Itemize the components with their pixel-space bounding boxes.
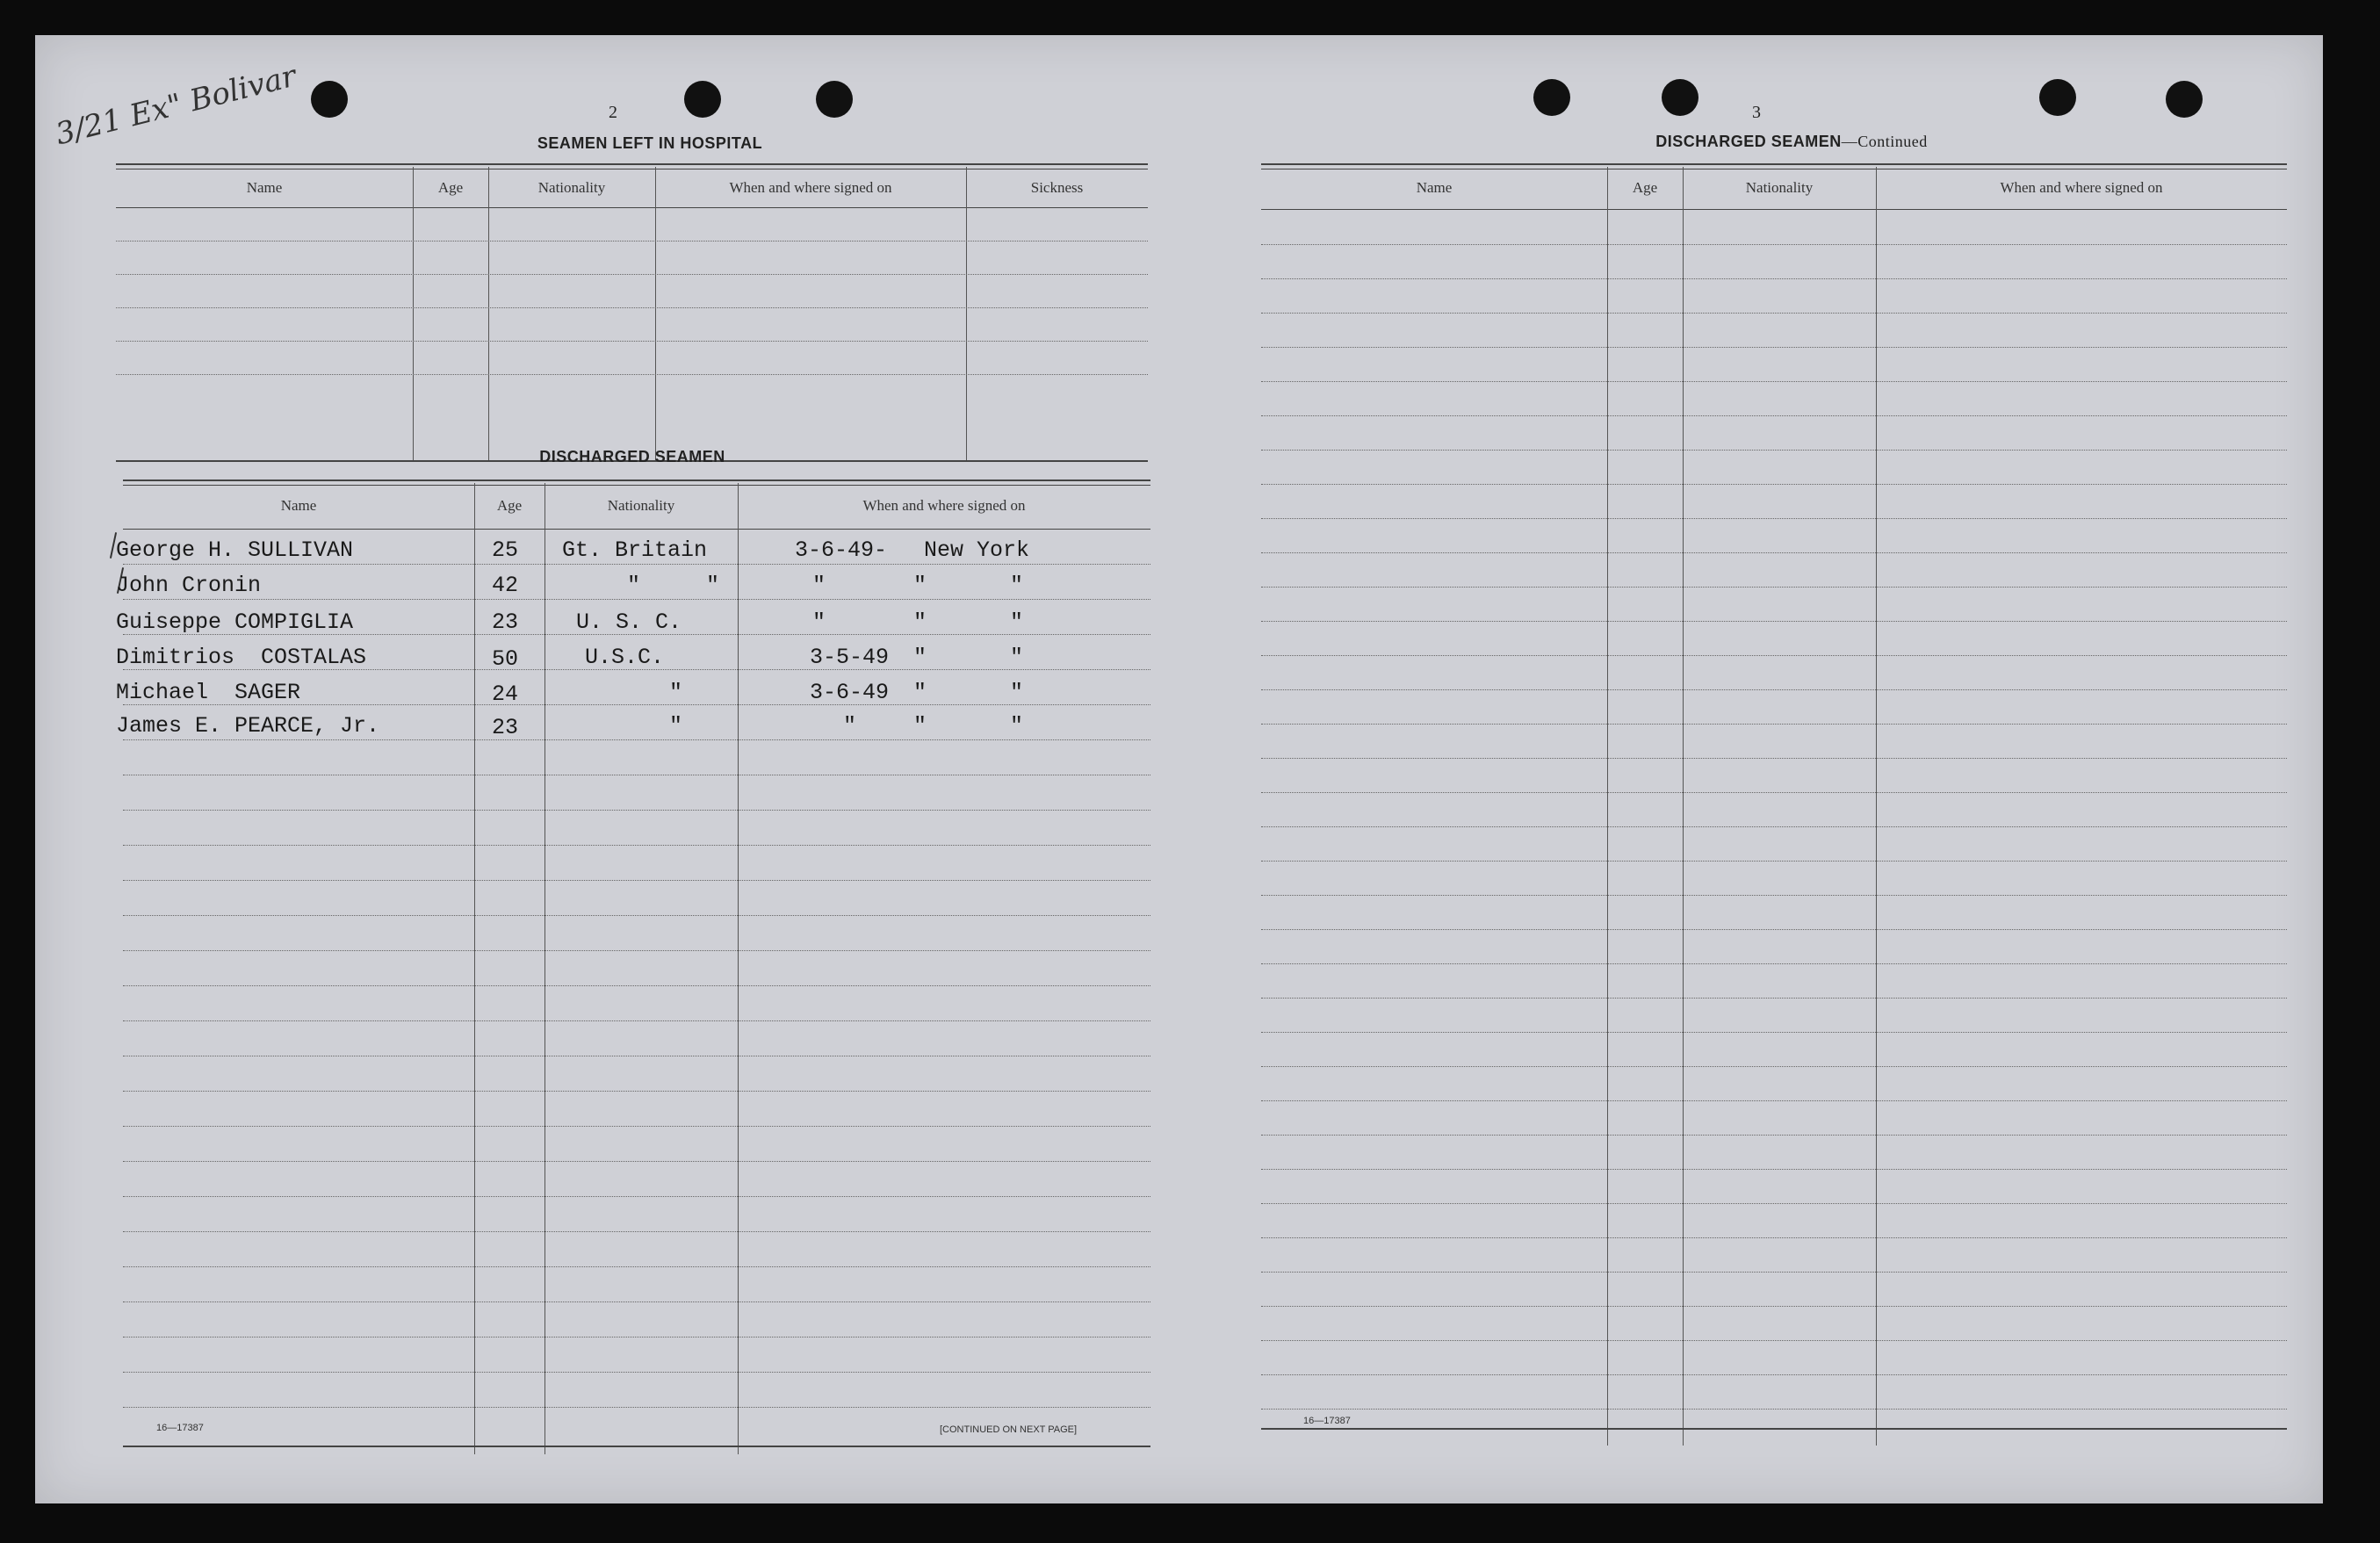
discharged-continued-title-text: DISCHARGED SEAMEN xyxy=(1655,133,1842,150)
hospital-header-nationality: Nationality xyxy=(537,179,606,196)
seaman-age: 23 xyxy=(492,609,519,635)
discharged-header-age: Age xyxy=(496,497,523,514)
signed-on-date: " xyxy=(843,713,857,739)
left-form-number: 16—17387 xyxy=(156,1423,204,1433)
seaman-nationality: Gt. Britain xyxy=(562,537,708,563)
punch-hole xyxy=(311,81,348,118)
seaman-name: George H. SULLIVAN xyxy=(116,537,354,563)
seaman-nationality: U.S.C. xyxy=(585,645,665,670)
seaman-nationality: U. S. C. xyxy=(576,609,682,635)
seaman-name: Michael SAGER xyxy=(116,680,301,705)
signed-on-date: 3-6-49 xyxy=(810,680,890,705)
right-page-number: 3 xyxy=(1752,103,1761,122)
seaman-age: 42 xyxy=(492,573,519,598)
signed-on-ditto: " xyxy=(1010,573,1024,598)
hospital-header-age: Age xyxy=(437,179,464,196)
continued-note: [CONTINUED ON NEXT PAGE] xyxy=(940,1424,1078,1435)
discharged-section-title: DISCHARGED SEAMEN xyxy=(539,448,725,465)
hospital-header-sickness: Sickness xyxy=(1030,179,1084,196)
punch-hole xyxy=(684,81,721,118)
continued-suffix: —Continued xyxy=(1841,133,1928,150)
signed-on-date: 3-5-49 xyxy=(810,645,890,670)
hospital-header-name: Name xyxy=(246,179,283,196)
signed-on-ditto: " xyxy=(913,609,927,635)
continued-header-nationality: Nationality xyxy=(1745,179,1814,196)
punch-hole xyxy=(1533,79,1570,116)
signed-on-date: " xyxy=(812,609,826,635)
seaman-nationality: " xyxy=(669,713,683,739)
seaman-name: James E. PEARCE, Jr. xyxy=(116,713,380,739)
hospital-header-signed-on: When and where signed on xyxy=(729,179,892,196)
discharged-table xyxy=(116,479,1150,1454)
punch-hole xyxy=(2166,81,2203,118)
punch-hole xyxy=(2039,79,2076,116)
seaman-age: 23 xyxy=(492,715,519,740)
seaman-age: 25 xyxy=(492,537,519,563)
right-form-number: 16—17387 xyxy=(1303,1416,1351,1426)
handwritten-annotation: 3/21 Ex" Bolivar xyxy=(52,58,300,153)
signed-on-ditto: " xyxy=(913,680,927,705)
signed-on-date: 3-6-49- xyxy=(795,537,888,563)
discharged-header-signed-on: When and where signed on xyxy=(862,497,1026,514)
discharged-continued-table xyxy=(1261,163,2287,1446)
signed-on-ditto: " xyxy=(1010,609,1024,635)
signed-on-date: " xyxy=(812,573,826,598)
document-sheet xyxy=(35,35,2323,1503)
seaman-nationality: " xyxy=(669,680,683,705)
hospital-section-title: SEAMEN LEFT IN HOSPITAL xyxy=(537,134,763,152)
punch-hole xyxy=(1662,79,1698,116)
left-page-number: 2 xyxy=(609,103,617,122)
seaman-age: 50 xyxy=(492,646,519,672)
discharged-header-nationality: Nationality xyxy=(607,497,675,514)
continued-header-name: Name xyxy=(1416,179,1453,196)
signed-on-ditto: " xyxy=(913,713,927,739)
seaman-age: 24 xyxy=(492,681,519,707)
discharged-continued-title xyxy=(1546,133,2037,151)
seaman-nationality: " " xyxy=(627,573,720,598)
seaman-name: Dimitrios COSTALAS xyxy=(116,645,367,670)
seaman-name: Guiseppe COMPIGLIA xyxy=(116,609,354,635)
continued-header-age: Age xyxy=(1632,179,1658,196)
seaman-name: John Cronin xyxy=(116,573,262,598)
signed-on-ditto: " xyxy=(1010,645,1024,670)
signed-on-ditto: " xyxy=(913,645,927,670)
continued-header-signed-on: When and where signed on xyxy=(2000,179,2163,196)
discharged-header-name: Name xyxy=(280,497,317,514)
signed-on-ditto: " xyxy=(913,573,927,598)
signed-on-ditto: " xyxy=(1010,713,1024,739)
hospital-table xyxy=(116,163,1148,462)
punch-hole xyxy=(816,81,853,118)
signed-on-ditto: " xyxy=(1010,680,1024,705)
signed-on-port: New York xyxy=(924,537,1030,563)
